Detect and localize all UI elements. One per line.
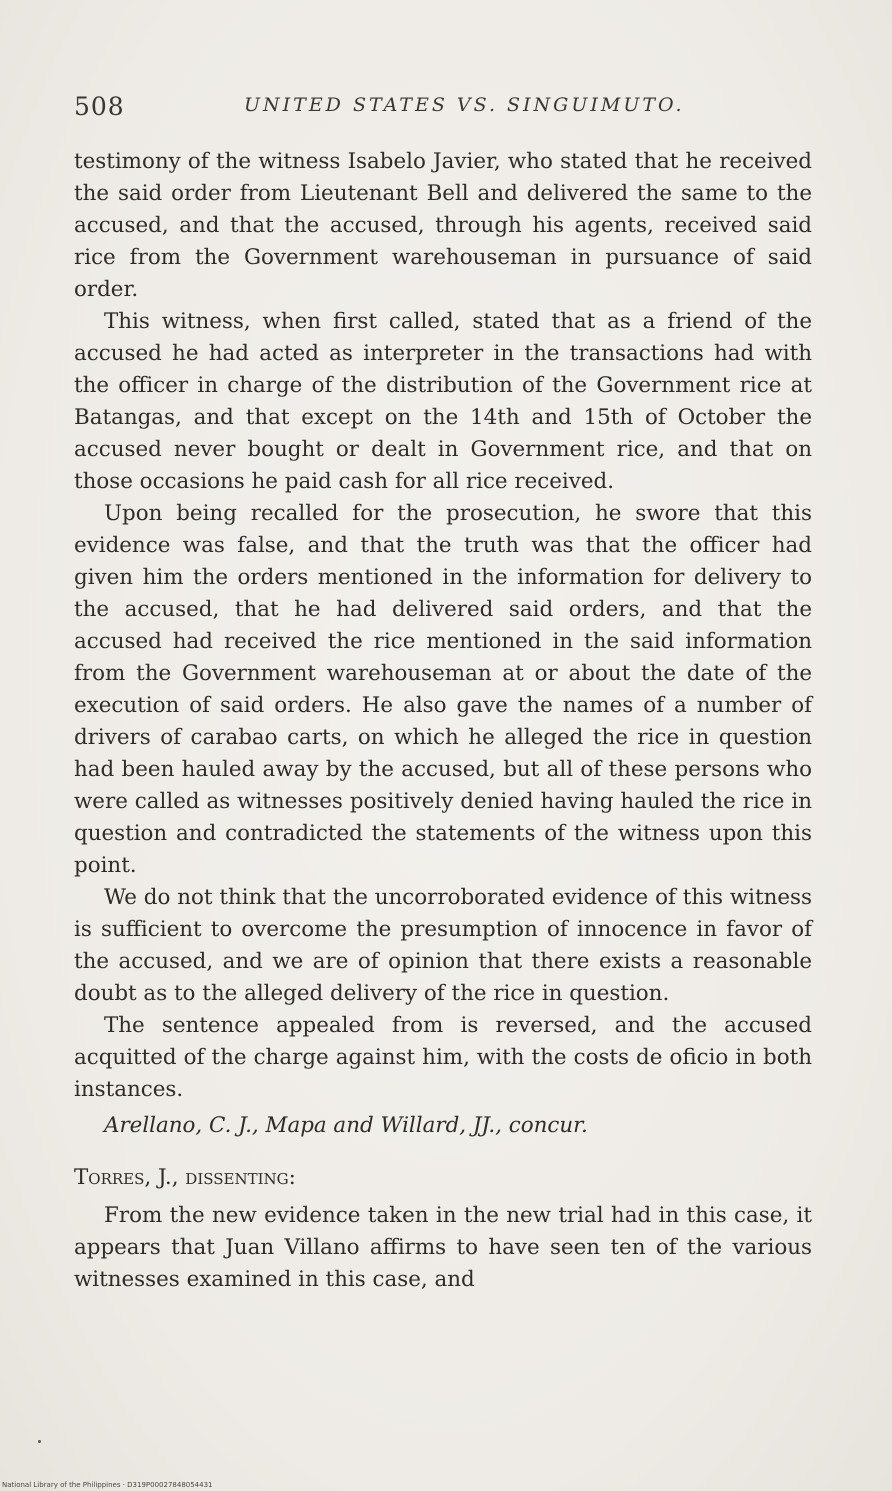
scan-speck [38, 1440, 41, 1443]
running-head: UNITED STATES VS. SINGUIMUTO. [244, 94, 685, 116]
dissent-heading: Torres, J., dissenting: [74, 1165, 296, 1190]
concurrence-line: Arellano, C. J., Mapa and Willard, JJ., concur. [104, 1113, 588, 1138]
paragraph-reasonable-doubt: We do not think that the uncorroborated evidence of this witness is sufficient to overcome the presumption of innocence in favor of the accused, and we are of opinion that there exists a reasonable doubt as to the alleged delivery of the rice in question. [74, 885, 812, 1006]
paragraph-dissent: From the new evidence taken in the new trial had in this case, it appears that Juan Villano affirms to have seen ten of the various witnesses examined in this case, and [74, 1203, 812, 1292]
body-text [74, 146, 812, 1296]
scan-footer-note: National Library of the Philippines · D319P00027848054431 [2, 1481, 213, 1489]
paragraph-sentence-reversed: The sentence appealed from is reversed, and the accused acquitted of the charge against him, with the costs de oficio in both instances. [74, 1013, 812, 1102]
page-number: 508 [74, 92, 125, 121]
paragraph-testimony: testimony of the witness Isabelo Javier, who stated that he received the said order from Lieutenant Bell and delivered the same to the accused, and that the accused, through his agents, received said rice from the Government warehouseman in pursuance of said order. [74, 149, 812, 302]
page-header [74, 92, 814, 132]
paragraph-recalled: Upon being recalled for the prosecution, he swore that this evidence was false, and that the truth was that the officer had given him the orders mentioned in the information for delivery to the accused, that he had delivered said orders, and that the accused had received the rice mentioned in the said information from the Government warehouseman at or about the date of the execution of said orders. He also gave the names of a number of drivers of carabao carts, on which he alleged the rice in question had been hauled away by the accused, but all of these persons who were called as witnesses positively denied having hauled the rice in question and contradicted the statements of the witness upon this point. [74, 501, 812, 878]
paragraph-witness-first-called: This witness, when first called, stated that as a friend of the accused he had acted as interpreter in the transactions had with the officer in charge of the distribution of the Government rice at Batangas, and that except on the 14th and 15th of October the accused never bought or dealt in Government rice, and that on those occasions he paid cash for all rice received. [74, 309, 812, 494]
